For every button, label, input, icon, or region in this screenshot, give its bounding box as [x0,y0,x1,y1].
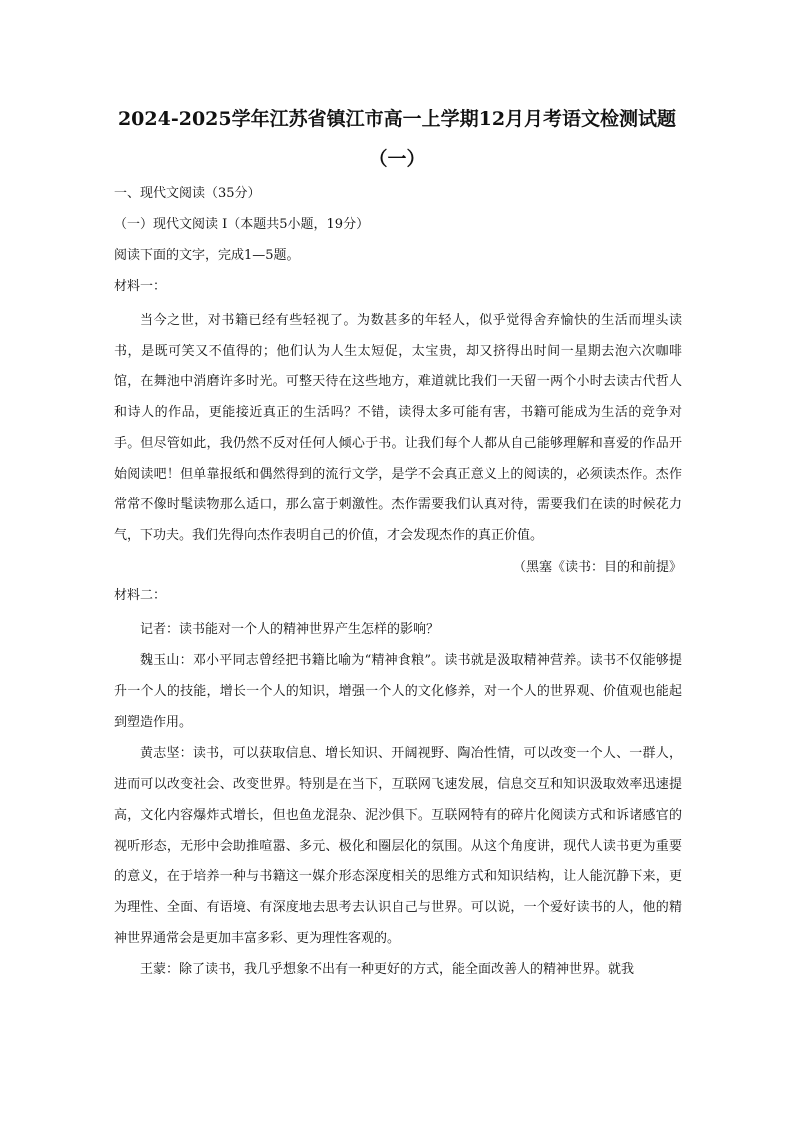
material-1-paragraph: 当今之世，对书籍已经有些轻视了。为数甚多的年轻人，似乎觉得舍弃愉快的生活而埋头读书，是既可笑又不值得的；他们认为人生太短促，太宝贵，却又挤得出时间一星期去泡六次咖啡馆，在舞池中消磨许多时光。可整天待在这些地方，难道就比我们一天留一两个小时去读古代哲人和诗人的作品，更能接近真正的生活吗？不错，读得太多可能有害，书籍可能成为生活的竞争对手。但尽管如此，我仍然不反对任何人倾心于书。让我们每个人都从自己能够理解和喜爱的作品开始阅读吧！但单靠报纸和偶然得到的流行文学，是学不会真正意义上的阅读的，必须读杰作。杰作常常不像时髦读物那么适口，那么富于刺激性。杰作需要我们认真对待，需要我们在读的时候花力气，下功夫。我们先得向杰作表明自己的价值，才会发现杰作的真正价值。 [114,313,682,543]
material-1-source: （黑塞《读书：目的和前提》 [512,559,682,575]
material-2-paragraph-3: 黄志坚：读书，可以获取信息、增长知识、开阔视野、陶冶性情，可以改变一个人、一群人，进而可以改变社会、改变世界。特别是在当下，互联网飞速发展，信息交互和知识汲取效率迅速提高，文化内容爆炸式增长，但也鱼龙混杂、泥沙俱下。互联网特有的碎片化阅读方式和诉诸感官的视听形态，无形中会助推喧嚣、多元、极化和圈层化的氛围。从这个角度讲，现代人读书更为重要的意义，在于培养一种与书籍这一媒介形态深度相关的思维方式和知识结构，让人能沉静下来，更为理性、全面、有语境、有深度地去思考去认识自己与世界。可以说，一个爱好读书的人，他的精神世界通常会是更加丰富多彩、更为理性客观的。 [114,746,682,946]
material-2-paragraph-1: 记者：读书能对一个人的精神世界产生怎样的影响？ [140,621,440,637]
material-2-paragraph-4: 王蒙：除了读书，我几乎想象不出有一种更好的方式，能全面改善人的精神世界。就我 [140,962,635,978]
section-heading: 一、现代文阅读（35分） [114,186,261,201]
title-line-1: 2024-2025学年江苏省镇江市高一上学期12月月考语文检测试题 [117,108,677,130]
title-line-2: （一） [368,148,426,170]
material-2-label: 材料二： [114,587,167,603]
subsection-heading: （一）现代文阅读 I（本题共5小题，19分） [114,217,370,232]
page-title [112,104,682,175]
material-1-label: 材料一： [114,279,167,294]
material-2-paragraph-2: 魏玉山：邓小平同志曾经把书籍比喻为“精神食粮”。读书就是汲取精神营养。读书不仅能够提升一个人的技能，增长一个人的知识，增强一个人的文化修养，对一个人的世界观、价值观也能起到塑造作用。 [114,653,682,730]
reading-instruction: 阅读下面的文字，完成1—5题。 [114,248,300,263]
document-content [114,182,682,987]
